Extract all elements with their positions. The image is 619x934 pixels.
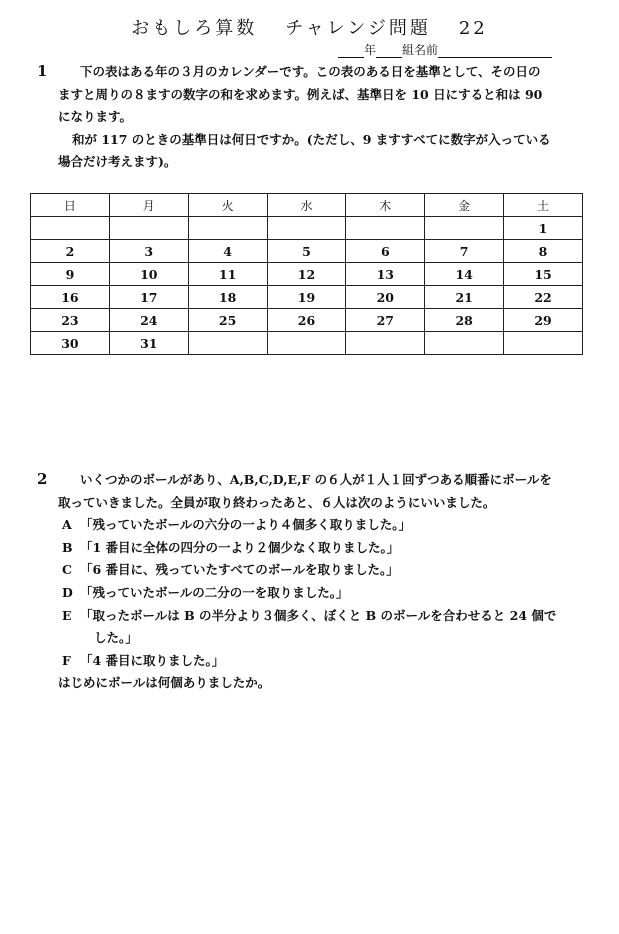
statement-label: C bbox=[62, 562, 72, 578]
calendar-day-cell: 11 bbox=[188, 263, 267, 286]
calendar-day-cell: 5 bbox=[267, 240, 346, 263]
calendar-day-cell: 26 bbox=[267, 309, 346, 332]
weekday-header: 金 bbox=[425, 194, 504, 217]
title-number: 22 bbox=[458, 18, 488, 39]
calendar-day-cell: 2 bbox=[31, 240, 110, 263]
text-line: 和が 117 のときの基準日は何日ですか。(ただし、9 ますすべてに数字が入っている bbox=[72, 131, 551, 147]
calendar-day-cell: 12 bbox=[267, 263, 346, 286]
calendar-day-cell: 28 bbox=[425, 309, 504, 332]
calendar-day-cell: 16 bbox=[31, 286, 110, 309]
statement-text: 「取ったボールは B の半分より３個多く、ぼくと B のボールを合わせると 24 個で bbox=[80, 607, 557, 623]
statement-label: F bbox=[62, 652, 71, 668]
statement-a bbox=[58, 514, 588, 537]
text-line: になります。 bbox=[58, 109, 133, 125]
calendar-day-cell bbox=[425, 217, 504, 240]
statement-label: A bbox=[62, 517, 72, 533]
statement-label: B bbox=[62, 539, 73, 555]
name-line bbox=[338, 41, 552, 58]
calendar-day-cell: 30 bbox=[31, 332, 110, 355]
calendar-day-cell bbox=[267, 217, 346, 240]
calendar-day-cell: 3 bbox=[109, 240, 188, 263]
title-main: おもしろ算数 bbox=[131, 18, 258, 39]
calendar-day-cell: 23 bbox=[31, 309, 110, 332]
class-name-label: 組名前 bbox=[402, 43, 439, 57]
statement-text: 「残っていたボールの二分の一を取りました。」 bbox=[80, 584, 349, 600]
calendar-day-cell bbox=[109, 217, 188, 240]
calendar-day-cell: 14 bbox=[425, 263, 504, 286]
calendar-day-cell: 27 bbox=[346, 309, 425, 332]
calendar-week-row bbox=[31, 309, 583, 332]
calendar-day-cell: 22 bbox=[504, 286, 583, 309]
year-label: 年 bbox=[364, 43, 377, 57]
worksheet-title bbox=[0, 14, 619, 40]
calendar-day-cell: 9 bbox=[31, 263, 110, 286]
calendar-day-cell: 29 bbox=[504, 309, 583, 332]
year-blank bbox=[338, 45, 364, 58]
calendar-day-cell bbox=[504, 332, 583, 355]
calendar-day-cell: 31 bbox=[109, 332, 188, 355]
calendar-day-cell: 15 bbox=[504, 263, 583, 286]
statement-d bbox=[58, 582, 588, 605]
statement-label: D bbox=[62, 584, 73, 600]
calendar-day-cell bbox=[267, 332, 346, 355]
calendar-day-cell bbox=[425, 332, 504, 355]
problem-1-text bbox=[58, 61, 588, 174]
text-line: いくつかのボールがあり、A,B,C,D,E,F の６人が１人１回ずつある順番にボールを bbox=[80, 472, 552, 487]
problem-2-number: 2 bbox=[37, 470, 48, 488]
statement-text: 「残っていたボールの六分の一より４個多く取りました。」 bbox=[80, 517, 412, 533]
question-line: はじめにボールは何個ありましたか。 bbox=[58, 675, 271, 691]
calendar-day-cell: 18 bbox=[188, 286, 267, 309]
statement-text: 「1 番目に全体の四分の一より２個少なく取りました。」 bbox=[80, 539, 400, 555]
statement-text: 「6 番目に、残っていたすべてのボールを取りました。」 bbox=[80, 562, 399, 578]
calendar-day-cell: 13 bbox=[346, 263, 425, 286]
text-line: 下の表はある年の３月のカレンダーです。この表のある日を基準として、その日の bbox=[80, 64, 541, 79]
statement-e bbox=[58, 605, 588, 628]
calendar-day-cell: 20 bbox=[346, 286, 425, 309]
weekday-header: 木 bbox=[346, 194, 425, 217]
calendar-day-cell bbox=[188, 217, 267, 240]
name-blank bbox=[438, 45, 552, 58]
weekday-header: 水 bbox=[267, 194, 346, 217]
statement-c bbox=[58, 559, 588, 582]
calendar-day-cell: 1 bbox=[504, 217, 583, 240]
calendar-day-cell bbox=[31, 217, 110, 240]
calendar-week-row bbox=[31, 263, 583, 286]
text-line: 取っていきました。全員が取り終わったあと、６人は次のようにいいました。 bbox=[58, 494, 496, 510]
statement-continuation: した。」 bbox=[94, 630, 138, 646]
calendar-day-cell bbox=[346, 217, 425, 240]
weekday-header: 月 bbox=[109, 194, 188, 217]
weekday-header: 火 bbox=[188, 194, 267, 217]
calendar-day-cell: 10 bbox=[109, 263, 188, 286]
calendar-week-row bbox=[31, 217, 583, 240]
calendar-day-cell: 6 bbox=[346, 240, 425, 263]
calendar-day-cell: 8 bbox=[504, 240, 583, 263]
calendar-day-cell: 24 bbox=[109, 309, 188, 332]
calendar-table bbox=[30, 193, 583, 355]
text-line: ますと周りの８ますの数字の和を求めます。例えば、基準日を 10 日にすると和は 90 bbox=[58, 86, 543, 102]
statement-b bbox=[58, 537, 588, 560]
statement-label: E bbox=[62, 607, 72, 623]
problem-1-number: 1 bbox=[37, 62, 48, 80]
statement-f bbox=[58, 650, 588, 673]
statement-text: 「4 番目に取りました。」 bbox=[80, 652, 225, 668]
weekday-header: 土 bbox=[504, 194, 583, 217]
calendar-day-cell: 25 bbox=[188, 309, 267, 332]
calendar-day-cell bbox=[346, 332, 425, 355]
calendar-day-cell: 19 bbox=[267, 286, 346, 309]
calendar-day-cell: 7 bbox=[425, 240, 504, 263]
calendar-week-row bbox=[31, 240, 583, 263]
weekday-header: 日 bbox=[31, 194, 110, 217]
title-sub: チャレンジ問題 bbox=[285, 18, 431, 39]
calendar-week-row bbox=[31, 286, 583, 309]
class-blank bbox=[376, 45, 402, 58]
problem-2-text bbox=[58, 469, 588, 695]
calendar-day-cell: 21 bbox=[425, 286, 504, 309]
calendar-day-cell bbox=[188, 332, 267, 355]
calendar-week-row bbox=[31, 332, 583, 355]
calendar-header-row bbox=[31, 194, 583, 217]
calendar-day-cell: 4 bbox=[188, 240, 267, 263]
calendar-day-cell: 17 bbox=[109, 286, 188, 309]
text-line: 場合だけ考えます)。 bbox=[58, 154, 177, 170]
